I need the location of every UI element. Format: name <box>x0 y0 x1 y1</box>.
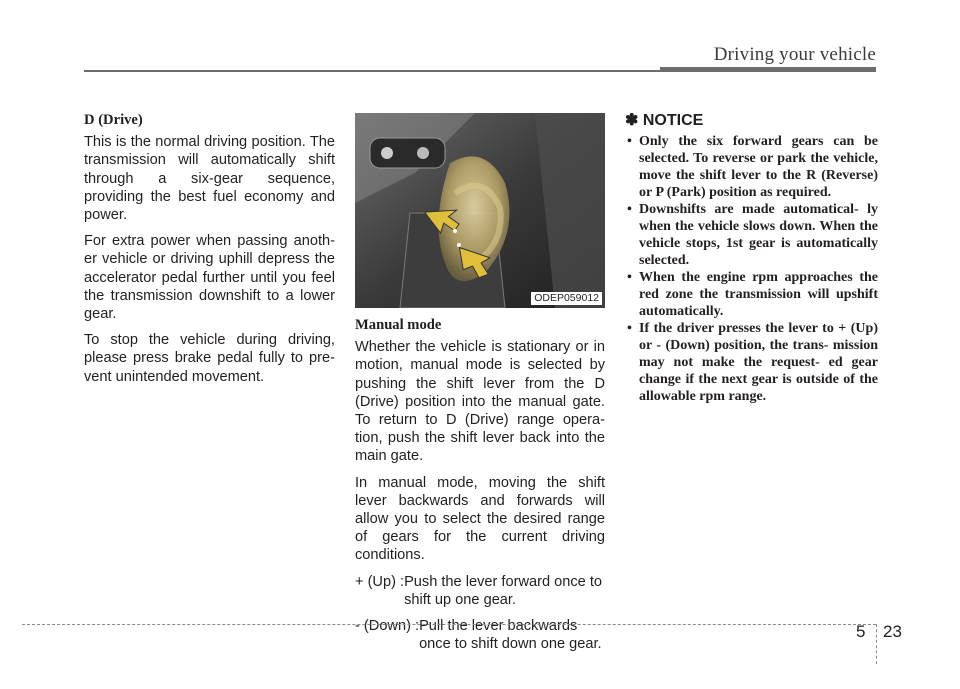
header-rule-accent <box>660 67 876 72</box>
footer-rule <box>22 624 876 625</box>
footer-divider <box>876 624 877 664</box>
notice-item: • Downshifts are made automatical- ly when the vehicle slows down. When the vehicle stops, 1st gear is automatically selected. <box>625 201 878 269</box>
chapter-number: 5 <box>856 622 866 641</box>
mode-down-text: Pull the lever backwards once to shift down one gear. <box>419 618 602 653</box>
left-column <box>84 111 335 394</box>
mode-up-key: + (Up) : <box>355 573 405 590</box>
notice-item: • When the engine rpm approaches the red zone the transmission will upshift automatically. <box>625 269 878 320</box>
mode-down-row <box>355 617 605 653</box>
notice-box <box>625 111 878 405</box>
header-rule <box>84 70 660 72</box>
section-title: Driving your vehicle <box>713 44 876 65</box>
notice-item: • If the driver presses the lever to + (Up) or - (Down) position, the trans- mission may not make the request- ed gear change if the next gear is outside of the allowable rpm range. <box>625 320 878 405</box>
notice-star-icon: ✽ <box>625 112 639 129</box>
manual-mode-paragraph: In manual mode, moving the shift lever backwards and forwards will allow you to select the desired range of gears for the current driving conditions. <box>355 474 605 564</box>
drive-paragraph: To stop the vehicle during driving, please press brake pedal fully to pre- vent unintended movement. <box>84 332 335 385</box>
page-number: 23 <box>883 622 902 641</box>
figure-code: ODEP059012 <box>531 292 602 305</box>
middle-column <box>355 316 605 661</box>
shift-lever-illustration <box>355 113 605 308</box>
drive-heading: D (Drive) <box>84 112 143 128</box>
shift-lever-photo <box>355 113 605 308</box>
manual-mode-paragraph: Whether the vehicle is stationary or in motion, manual mode is selected by pushing the shift lever from the D (Drive) position into the manual gate. To return to D (Drive) range opera- tion, push the shift lever back into the main gate. <box>355 339 605 465</box>
notice-heading <box>625 111 878 131</box>
mode-up-row <box>355 573 605 609</box>
mode-up-text: Push the lever forward once to shift up one gear. <box>404 573 602 608</box>
drive-paragraph: For extra power when passing anoth- er vehicle or driving uphill depress the accelerator pedal further until you feel the transmission downshift to a lower gear. <box>84 233 335 323</box>
mode-down-key: - (Down) : <box>355 618 420 635</box>
notice-item: • Only the six forward gears can be selected. To reverse or park the vehicle, move the shift lever to the R (Reverse) or P (Park) position as required. <box>625 133 878 201</box>
notice-title: NOTICE <box>642 112 704 129</box>
notice-list <box>625 133 878 405</box>
manual-mode-heading: Manual mode <box>355 317 442 333</box>
drive-paragraph: This is the normal driving position. The transmission will automatically shift through a six-gear sequence, providing the best fuel economy and power. <box>84 134 335 224</box>
